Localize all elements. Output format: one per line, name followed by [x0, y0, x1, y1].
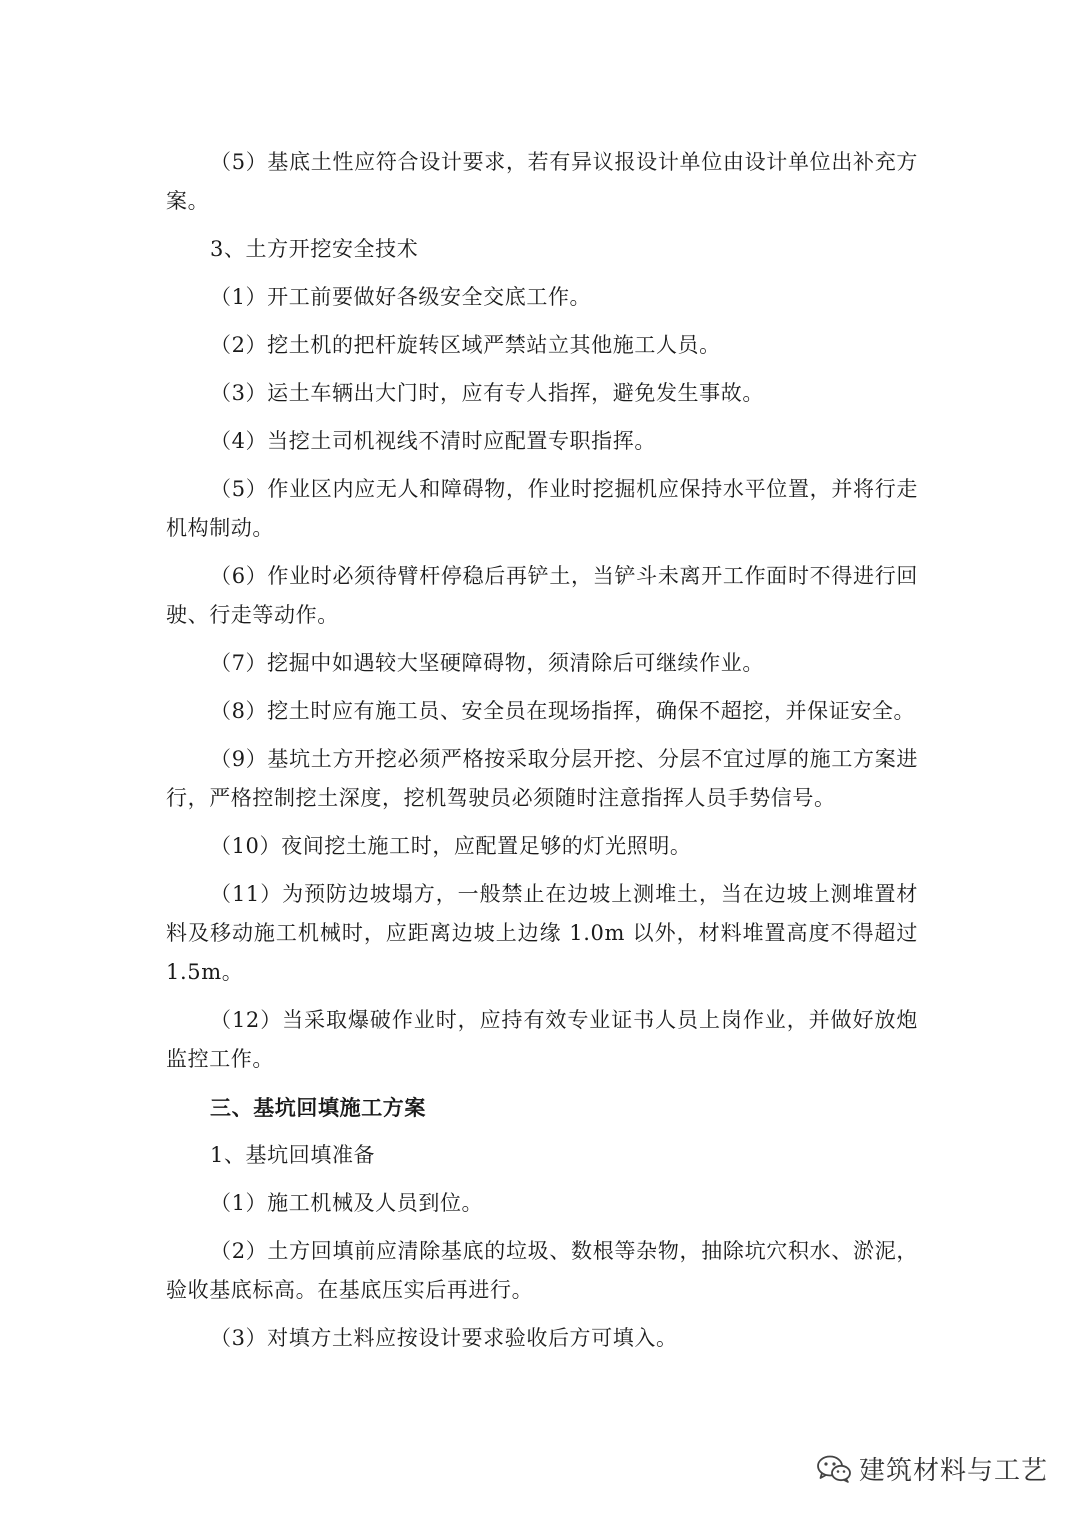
- paragraph: （10）夜间挖土施工时，应配置足够的灯光照明。: [210, 834, 692, 858]
- document-body: [166, 143, 918, 1358]
- paragraph: （3）对填方土料应按设计要求验收后方可填入。: [210, 1326, 678, 1350]
- section-heading: 三、基坑回填施工方案: [210, 1095, 426, 1120]
- paragraph: （9）基坑土方开挖必须严格按采取分层开挖、分层不宜过厚的施工方案进行，严格控制挖土深度，挖机驾驶员必须随时注意指挥人员手势信号。: [166, 747, 918, 810]
- paragraph: （3）运土车辆出大门时，应有专人指挥，避免发生事故。: [210, 381, 764, 405]
- paragraph: 1、基坑回填准备: [210, 1143, 376, 1167]
- watermark: [817, 1450, 1048, 1487]
- watermark-text: 建筑材料与工艺: [858, 1456, 1048, 1486]
- paragraph: （11）为预防边坡塌方，一般禁止在边坡上测堆土，当在边坡上测堆置材料及移动施工机械时，应距离边坡上边缘 1.0m 以外，材料堆置高度不得超过1.5m。: [166, 882, 918, 984]
- paragraph: （12）当采取爆破作业时，应持有效专业证书人员上岗作业，并做好放炮监控工作。: [166, 1008, 918, 1071]
- paragraph: （5）作业区内应无人和障碍物，作业时挖掘机应保持水平位置，并将行走机构制动。: [166, 477, 918, 540]
- paragraph: 3、土方开挖安全技术: [210, 237, 419, 261]
- paragraph: （2）挖土机的把杆旋转区域严禁站立其他施工人员。: [210, 333, 721, 357]
- paragraph: （2）土方回填前应清除基底的垃圾、数根等杂物，抽除坑穴积水、淤泥，验收基底标高。在基底压实后再进行。: [166, 1239, 918, 1302]
- paragraph: （6）作业时必须待臂杆停稳后再铲土，当铲斗未离开工作面时不得进行回驶、行走等动作。: [166, 564, 918, 627]
- paragraph: （1）施工机械及人员到位。: [210, 1191, 484, 1215]
- wechat-icon: [817, 1455, 851, 1483]
- paragraph: （5）基底土性应符合设计要求，若有异议报设计单位由设计单位出补充方案。: [166, 150, 918, 213]
- paragraph: （4）当挖土司机视线不清时应配置专职指挥。: [210, 429, 656, 453]
- paragraph: （7）挖掘中如遇较大坚硬障碍物，须清除后可继续作业。: [210, 651, 764, 675]
- paragraph: （1）开工前要做好各级安全交底工作。: [210, 285, 592, 309]
- paragraph: （8）挖土时应有施工员、安全员在现场指挥，确保不超挖，并保证安全。: [210, 699, 916, 723]
